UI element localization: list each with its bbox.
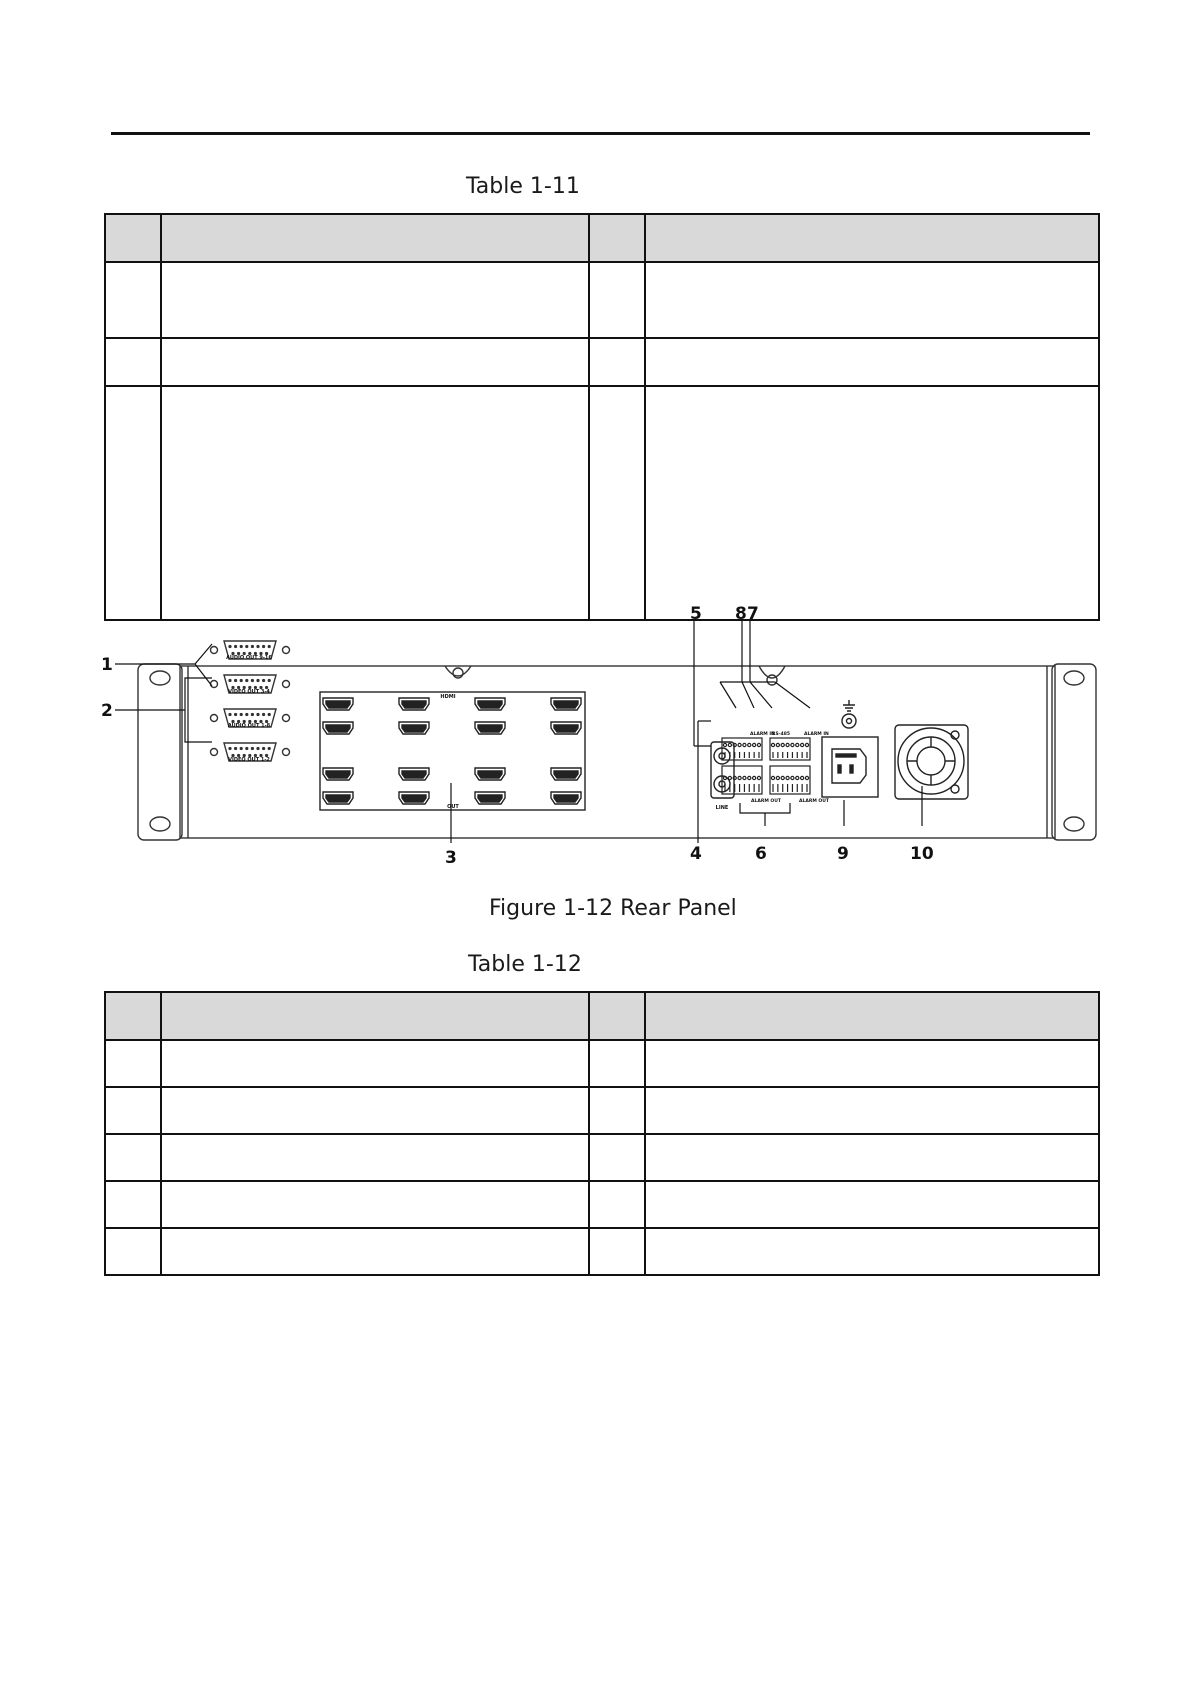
mount-hole-icon: [150, 671, 170, 685]
hdmi-port: [399, 792, 429, 804]
table-cell: [645, 262, 1099, 338]
mount-hole-icon: [1064, 817, 1084, 831]
table-row: [105, 1040, 1099, 1087]
alarm-in-label: ALARM IN: [750, 732, 775, 737]
table-cell: [645, 338, 1099, 386]
hdmi-port: [475, 792, 505, 804]
fan-housing: [895, 725, 968, 799]
screw-icon: [951, 785, 959, 793]
table-1-12: [104, 991, 1100, 1276]
table-row: [105, 386, 1099, 620]
hdmi-port: [323, 698, 353, 710]
screw-icon: [211, 681, 218, 688]
header-cell: [105, 992, 161, 1040]
table-1-12-caption: Table 1-12: [468, 952, 582, 977]
table-cell: [645, 1040, 1099, 1087]
line-label: LINE: [715, 805, 729, 811]
rear-panel-diagram: [101, 604, 1095, 890]
table-cell: [589, 1228, 645, 1275]
alarm-in-label: ALARM IN: [804, 732, 829, 737]
chassis-outline: [180, 666, 1055, 838]
ground-symbol-icon: [843, 700, 855, 711]
table-cell: [589, 1040, 645, 1087]
callout-9: 9: [837, 844, 849, 864]
table-cell: [105, 262, 161, 338]
hdmi-port: [323, 722, 353, 734]
table-cell: [161, 386, 589, 620]
alarm-out-label: ALARM OUT: [751, 799, 781, 804]
terminal-block: [722, 738, 762, 794]
table-cell: [105, 1040, 161, 1087]
alarm-out-label: ALARM OUT: [799, 799, 829, 804]
table-cell: [589, 338, 645, 386]
table-row: [105, 338, 1099, 386]
screw-icon: [283, 715, 290, 722]
ground-terminal-icon: [842, 714, 856, 728]
table-cell: [161, 1087, 589, 1134]
hdmi-port: [551, 768, 581, 780]
hdmi-port: [475, 722, 505, 734]
table-cell: [589, 262, 645, 338]
table-cell: [589, 1134, 645, 1181]
hdmi-port: [323, 768, 353, 780]
callout-7: 7: [747, 604, 759, 624]
header-cell: [161, 992, 589, 1040]
table-row: [105, 1134, 1099, 1181]
table-cell: [161, 1134, 589, 1181]
table-cell: [105, 1087, 161, 1134]
hdmi-port: [475, 768, 505, 780]
mount-hole-icon: [150, 817, 170, 831]
table-cell: [105, 338, 161, 386]
terminal-block: [770, 738, 810, 794]
video-out-label: VIDEO OUT 3-4: [228, 689, 270, 695]
table-cell: [589, 1181, 645, 1228]
header-cell: [105, 214, 161, 262]
mount-hole-icon: [1064, 671, 1084, 685]
callout-4: 4: [690, 844, 702, 864]
rs485-label: RS-485: [772, 732, 790, 737]
hdmi-port: [399, 722, 429, 734]
table-row: [105, 1087, 1099, 1134]
video-out-label: VIDEO OUT 1-2: [228, 757, 270, 763]
hdmi-port: [551, 792, 581, 804]
callout-2: 2: [101, 701, 113, 721]
table-cell: [161, 262, 589, 338]
audio-out-label: AUDIO OUT 9-16: [226, 655, 272, 661]
hdmi-port: [475, 698, 505, 710]
table-cell: [105, 1181, 161, 1228]
header-cell: [645, 214, 1099, 262]
screw-icon: [211, 749, 218, 756]
table-cell: [589, 1087, 645, 1134]
hdmi-port: [551, 698, 581, 710]
table-header-row: [105, 214, 1099, 262]
header-cell: [161, 214, 589, 262]
hdmi-label: HDMI: [440, 694, 456, 700]
table-cell: [161, 1181, 589, 1228]
callout-10: 10: [910, 844, 934, 864]
table-cell: [645, 1228, 1099, 1275]
table-cell: [161, 338, 589, 386]
hdmi-port: [399, 768, 429, 780]
screw-icon: [283, 681, 290, 688]
table-cell: [105, 1228, 161, 1275]
screw-icon: [211, 715, 218, 722]
table-cell: [105, 386, 161, 620]
table-cell: [161, 1228, 589, 1275]
callout-1: 1: [101, 655, 113, 675]
table-cell: [645, 1087, 1099, 1134]
screw-icon: [283, 749, 290, 756]
table-row: [105, 262, 1099, 338]
header-cell: [589, 214, 645, 262]
callout-3: 3: [445, 848, 457, 868]
audio-out-label: AUDIO OUT 1-8: [227, 723, 271, 729]
table-row: [105, 1228, 1099, 1275]
screw-icon: [211, 647, 218, 654]
hdmi-port: [551, 722, 581, 734]
callout-6: 6: [755, 844, 767, 864]
callout-5: 5: [690, 604, 702, 624]
callout-8: 8: [735, 604, 747, 624]
hdmi-port: [399, 698, 429, 710]
table-row: [105, 1181, 1099, 1228]
figure-caption: Figure 1-12 Rear Panel: [489, 896, 737, 921]
rack-ear-right: [1052, 664, 1096, 840]
table-cell: [645, 1134, 1099, 1181]
table-cell: [161, 1040, 589, 1087]
header-rule: [111, 132, 1090, 135]
header-cell: [645, 992, 1099, 1040]
table-cell: [589, 386, 645, 620]
hdmi-out-label: OUT: [447, 804, 459, 810]
table-header-row: [105, 992, 1099, 1040]
header-cell: [589, 992, 645, 1040]
hdmi-panel: [320, 692, 585, 810]
table-cell: [105, 1134, 161, 1181]
table-cell: [645, 1181, 1099, 1228]
rack-ear-left: [138, 664, 182, 840]
table-1-11: [104, 213, 1100, 621]
table-1-11-caption: Table 1-11: [466, 174, 580, 199]
table-cell: [645, 386, 1099, 620]
hdmi-port: [323, 792, 353, 804]
screw-icon: [283, 647, 290, 654]
